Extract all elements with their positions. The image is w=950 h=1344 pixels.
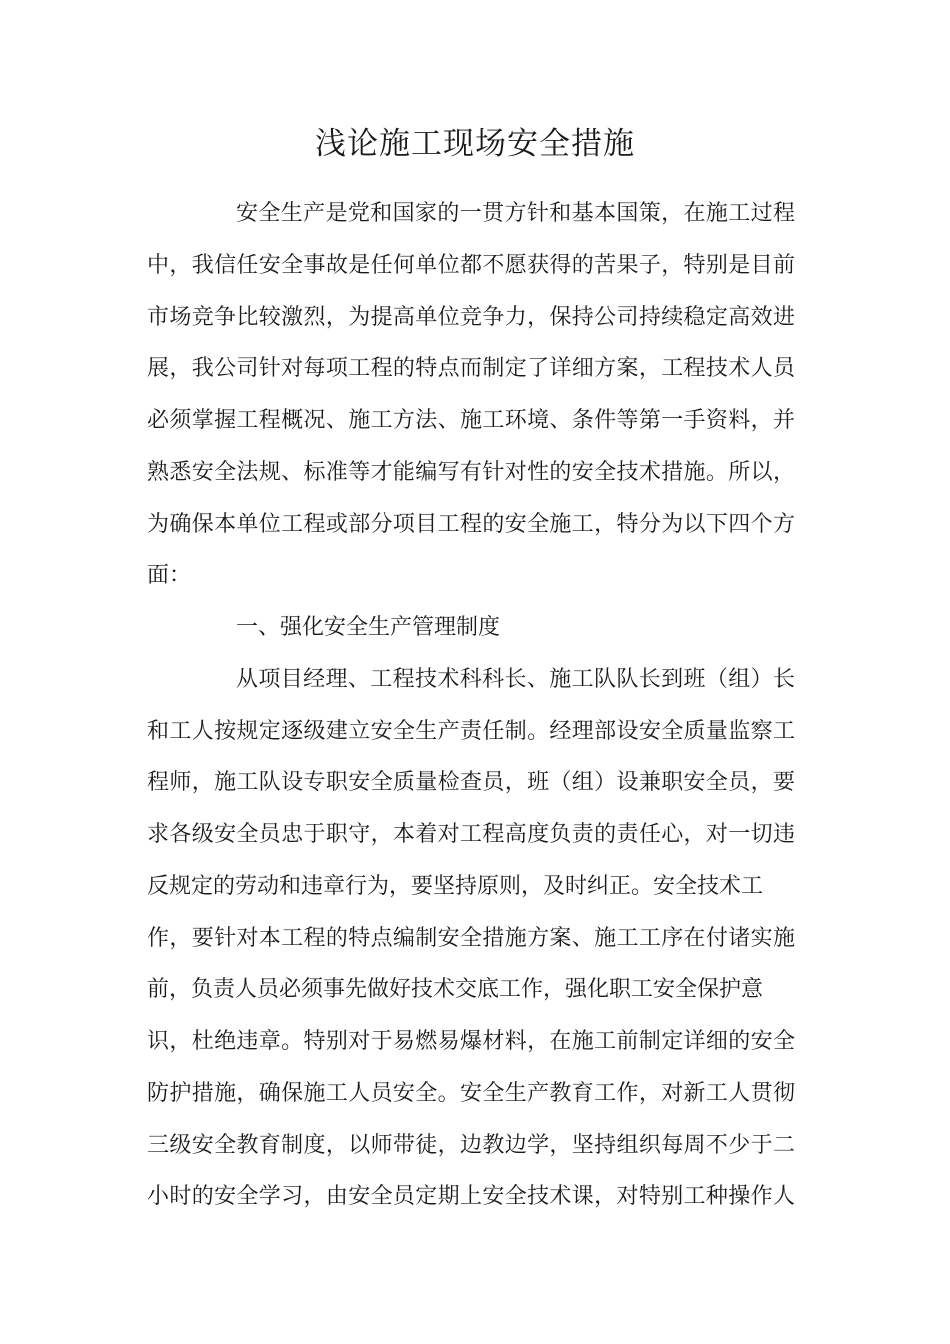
paragraph-line: 必须掌握工程概况、施工方法、施工环境、条件等第一手资料，并 [147,408,795,433]
paragraph-line: 安全生产是党和国家的一贯方针和基本国策，在施工过程 [236,201,795,226]
paragraph-line: 三级安全教育制度，以师带徒，边教边学，坚持组织每周不少于二 [147,1133,795,1158]
paragraph-line: 反规定的劳动和违章行为，要坚持原则，及时纠正。安全技术工 [147,874,764,899]
paragraph-line: 作，要针对本工程的特点编制安全措施方案、施工工序在付诸实施 [147,926,795,951]
paragraph-line: 程师，施工队设专职安全质量检查员，班（组）设兼职安全员，要 [147,770,795,795]
section-heading: 一、强化安全生产管理制度 [236,615,501,640]
paragraph-line: 展，我公司针对每项工程的特点而制定了详细方案，工程技术人员 [147,356,795,381]
paragraph-line: 中，我信任安全事故是任何单位都不愿获得的苦果子，特别是目前 [147,253,795,278]
paragraph-line: 小时的安全学习，由安全员定期上安全技术课，对特别工种操作人 [147,1184,795,1209]
paragraph-line: 从项目经理、工程技术科科长、施工队队长到班（组）长 [236,667,795,692]
document-title: 浅论施工现场安全措施 [315,126,635,162]
paragraph-line: 前，负责人员必须事先做好技术交底工作，强化职工安全保护意 [147,977,764,1002]
paragraph-line: 面： [147,563,192,588]
paragraph-line: 识，杜绝违章。特别对于易燃易爆材料，在施工前制定详细的安全 [147,1029,795,1054]
paragraph-line: 熟悉安全法规、标准等才能编写有针对性的安全技术措施。所以， [147,460,795,485]
paragraph-line: 求各级安全员忠于职守，本着对工程高度负责的责任心，对一切违 [147,822,795,847]
paragraph-line: 防护措施，确保施工人员安全。安全生产教育工作，对新工人贯彻 [147,1081,795,1106]
paragraph-line: 为确保本单位工程或部分项目工程的安全施工，特分为以下四个方 [147,512,795,537]
paragraph-line: 和工人按规定逐级建立安全生产责任制。经理部设安全质量监察工 [147,719,795,744]
paragraph-line: 市场竞争比较激烈，为提高单位竞争力，保持公司持续稳定高效进 [147,305,795,330]
